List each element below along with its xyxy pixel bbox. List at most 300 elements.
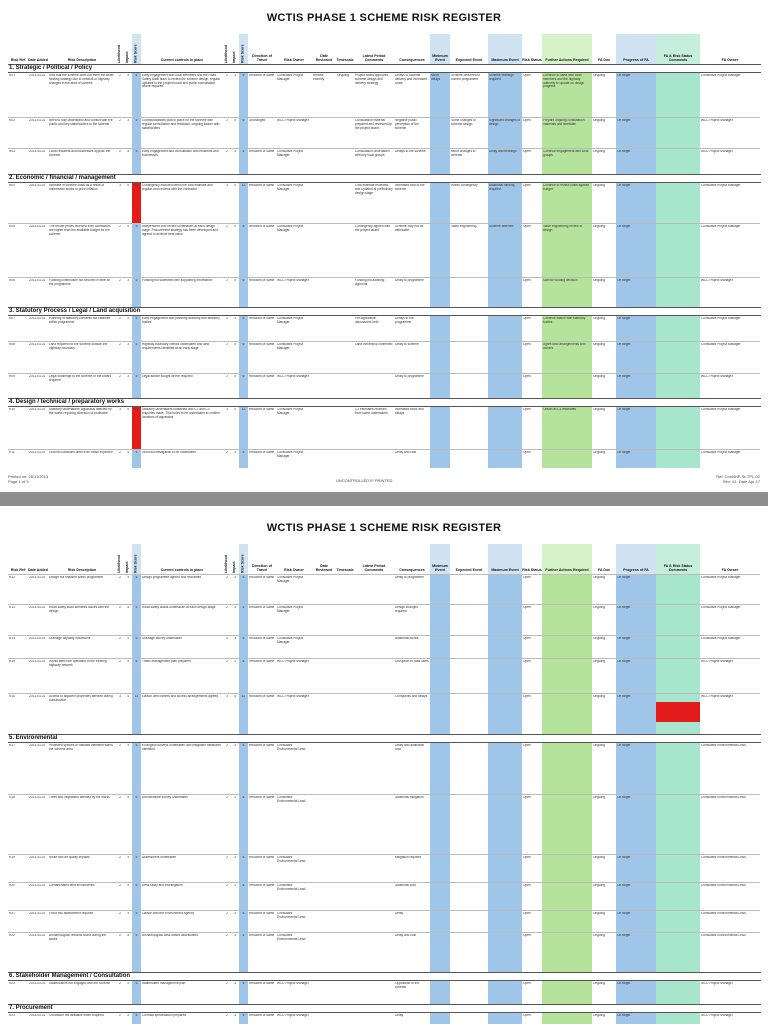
cell-prog: On target [617, 375, 631, 378]
cell-l: 2 [119, 744, 121, 747]
cell-i2: 3 [234, 375, 236, 378]
cell-s2: 8 [242, 225, 245, 228]
cell-dir: Reduced or same [249, 74, 275, 77]
table-row [8, 635, 760, 659]
section-heading: 7. Procurement [8, 1004, 761, 1013]
cell-owner: WCC Project Manager [277, 660, 309, 663]
cell-faown: Consultant Environmental Lead [701, 934, 746, 937]
cell-dir: Reduced or same [249, 317, 275, 320]
cell-ref: R16 [9, 695, 15, 698]
cell-date: 2013-03-01 [29, 744, 46, 747]
cell-s: 6 [135, 637, 138, 640]
column-header: FA Owner [721, 58, 739, 63]
cell-desc: Stakeholders not engaged with the scheme [49, 982, 111, 985]
cell-status: Open [523, 576, 531, 579]
cell-exp: Scheme delivered to current programme [451, 74, 481, 81]
cell-i: 3 [127, 343, 129, 346]
cell-controls: Early engagement with local Members and the Road Safety Audit team to review the scheme design, regular updates to the project board and public consultation where required [142, 74, 220, 89]
column-header: FA & Risk Status Comments [656, 34, 700, 64]
cell-date: 2013-03-01 [29, 150, 46, 153]
cell-i2: 3 [234, 279, 236, 282]
cell-i: 3 [127, 375, 129, 378]
cell-s: 6 [135, 982, 138, 985]
column-header: Progress of FA [616, 34, 656, 64]
cell-latest: Project board approved scheme design and delivery strategy [355, 74, 389, 85]
column-header: Latest Period Comments [362, 564, 386, 573]
cell-i2: 3 [234, 317, 236, 320]
cell-owner: Consultant Project Manager [277, 637, 304, 644]
cell-controls: Arboricultural survey undertaken [142, 796, 188, 799]
table-row [8, 882, 760, 911]
cell-s2: 6 [242, 744, 245, 747]
cell-ref: R14 [9, 637, 15, 640]
cell-s: 6 [135, 884, 138, 887]
cell-desc: Land required for the scheme outside the highway boundary [49, 343, 108, 350]
cell-l2: 3 [226, 184, 228, 187]
cell-due: Ongoing [593, 451, 606, 454]
cell-date: 2013-03-01 [29, 343, 46, 346]
cell-ref: R04 [9, 184, 15, 187]
cell-due: Ongoing [593, 576, 606, 579]
cell-s2: 12 [241, 408, 246, 411]
cell-owner: Consultant Project Manager [277, 576, 304, 583]
cell-cons: Increased costs and delays [395, 408, 424, 415]
cell-s2: 6 [242, 637, 245, 640]
cell-owner: Consultant Project Manager [277, 150, 304, 157]
cell-due: Ongoing [593, 74, 606, 77]
cell-latest: Land ownership confirmed [355, 343, 393, 346]
register-table-body [8, 64, 760, 468]
cell-i: 4 [127, 225, 129, 228]
cell-status: Open [523, 637, 531, 640]
column-header: FA Due [597, 58, 611, 63]
cell-controls: Independent cost review undertaken at each design stage. Procurement strategy has been developed and agreed to achieve best value [142, 225, 218, 236]
cell-faown: WCC Project Manager [701, 982, 733, 985]
cell-faown: Consultant Environmental Lead [701, 884, 746, 887]
cell-i: 3 [127, 884, 129, 887]
cell-l2: 3 [226, 695, 228, 698]
table-header [8, 544, 760, 575]
cell-l2: 2 [226, 637, 228, 640]
cell-l: 2 [119, 375, 121, 378]
cell-desc: Noise and air quality impacts [49, 856, 90, 859]
cell-i2: 3 [234, 1014, 236, 1017]
cell-controls: Design programme agreed and monitored [142, 576, 202, 579]
cell-ref: R21 [9, 912, 15, 915]
cell-faown: Consultant Project Manager [701, 637, 741, 640]
cell-l: 2 [119, 119, 121, 122]
cell-i: 3 [127, 912, 129, 915]
cell-s2: 12 [241, 695, 246, 698]
column-header: Risk Score [132, 544, 141, 574]
column-header: Risk Ref [10, 568, 26, 573]
column-header: Risk Description [67, 568, 97, 573]
register-page-2 [0, 506, 768, 1024]
cell-faown: Consultant Environmental Lead [701, 744, 746, 747]
cell-ref: R12 [9, 576, 15, 579]
cell-desc: Works affect the operation of the existing highway network [49, 660, 107, 667]
cell-desc: Ground conditions differ from those expected [49, 451, 113, 454]
cell-fa: Value engineering review of design [543, 225, 583, 232]
cell-s: 6 [135, 119, 138, 122]
cell-s2: 6 [242, 884, 245, 887]
table-row [8, 1012, 760, 1024]
column-header: Risk Score [239, 34, 248, 64]
cell-status: Open [523, 934, 531, 937]
column-header: Current controls in place [160, 58, 204, 63]
table-header [8, 34, 760, 65]
table-row [8, 406, 760, 450]
cell-owner: Consultant Project Manager [277, 408, 304, 415]
cell-i: 3 [127, 279, 129, 282]
cell-desc: Contaminated land encountered [49, 884, 95, 887]
cell-i2: 4 [234, 225, 236, 228]
cell-l: 3 [119, 695, 121, 698]
cell-status: Open [523, 408, 531, 411]
cell-faown: Consultant Project Manager [701, 606, 741, 609]
cell-controls: Communications plan in place for the scheme with regular consultation and feedback, ongoing liaison with stakeholders [142, 119, 220, 130]
cell-s: 6 [135, 606, 138, 609]
cell-faown: WCC Project Manager [701, 375, 733, 378]
cell-controls: Early engagement with planning authority and statutory bodies [142, 317, 220, 324]
cell-cons: Delay to programme [395, 279, 424, 282]
cell-dir: Reduced or same [249, 744, 275, 747]
cell-latest: Consultation undertaken with key local groups [355, 150, 390, 157]
cell-faown: Consultant Project Manager [701, 317, 741, 320]
section-heading: 3. Statutory Process / Legal / Land acquisition [8, 307, 761, 316]
column-header: Date Added [28, 568, 48, 573]
printed-date: Printed on: 26/11/2013 [8, 474, 49, 479]
cell-prog: On target [617, 150, 631, 153]
cell-i2: 3 [234, 343, 236, 346]
cell-l2: 2 [226, 884, 228, 887]
column-header: Timescale [336, 58, 354, 63]
cell-i: 3 [127, 576, 129, 579]
revision-date: Date Apr 17 [738, 479, 760, 485]
column-header: Minimum Event [430, 34, 450, 64]
cell-status: Open [523, 119, 531, 122]
cell-cons: Increased cost to the scheme [395, 184, 425, 191]
cell-i: 3 [127, 119, 129, 122]
cell-dir: Reduced or same [249, 796, 275, 799]
cell-prog: On target [617, 1014, 631, 1017]
cell-s: 6 [135, 934, 138, 937]
cell-s: 6 [135, 576, 138, 579]
cell-faown: Consultant Project Manager [701, 225, 741, 228]
cell-date: 2013-03-01 [29, 912, 46, 915]
cell-prog: On target [617, 279, 631, 282]
cell-owner: Consultant Project Manager [277, 317, 304, 324]
cell-cons: Additional works [395, 637, 419, 640]
cell-l: 2 [119, 451, 121, 454]
cell-latest: Cost estimate reviewed and updated at preliminary design stage [355, 184, 393, 195]
cell-s: 6 [135, 279, 138, 282]
cell-cons: Delay [395, 1014, 404, 1017]
cell-dir: Reduced or same [249, 225, 275, 228]
column-header: Impact [125, 561, 130, 573]
cell-owner: Consultant Project Manager [277, 184, 304, 191]
cell-prog: On target [617, 884, 631, 887]
cell-cons: Delay [395, 912, 404, 915]
cell-date: 2013-03-01 [29, 934, 46, 937]
cell-l: 2 [119, 343, 121, 346]
column-header: Risk Status [522, 568, 542, 573]
cell-i: 3 [127, 317, 129, 320]
cell-s: 6 [135, 375, 138, 378]
cell-i: 3 [127, 796, 129, 799]
cell-i2: 3 [234, 744, 236, 747]
column-header: FA Owner [721, 568, 739, 573]
cell-desc: Risk that the scheme does not meet the wider funding strategy due to network or highway changes in the area of scheme [49, 74, 114, 85]
section-heading: 6. Stakeholder Management / Consultation [8, 972, 761, 981]
cell-controls: Ground investigation to be undertaken [142, 451, 197, 454]
cell-s: 8 [135, 225, 138, 228]
cell-s2: 6 [242, 317, 245, 320]
cell-fa: Continue to liaise with local members and the highway authority to update on design progress [543, 74, 585, 89]
cell-prog: On target [617, 856, 631, 859]
cell-faown: WCC Project Manager [701, 660, 733, 663]
cell-prog: On target [617, 660, 631, 663]
cell-status: Open [523, 279, 531, 282]
cell-faown: WCC Project Manager [701, 279, 733, 282]
cell-dir: Reduced or same [249, 375, 275, 378]
cell-dir: Reduced or same [249, 695, 275, 698]
cell-s2: 6 [242, 934, 245, 937]
table-row [8, 373, 760, 399]
cell-faown: Consultant Environmental Lead [701, 856, 746, 859]
cell-prog: On target [617, 74, 631, 77]
table-row [8, 742, 760, 795]
cell-fa: Obtain all C3 estimates [543, 408, 576, 411]
table-row [8, 854, 760, 883]
column-header: Impact [232, 561, 237, 573]
footer-left [8, 474, 48, 485]
cell-cons: Delay to scheme [395, 343, 419, 346]
cell-ref: R10 [9, 408, 15, 411]
cell-dir: Reduced or same [249, 606, 275, 609]
cell-i2: 3 [234, 982, 236, 985]
cell-prog: On target [617, 408, 631, 411]
cell-i2: 3 [234, 660, 236, 663]
cell-prog: On target [617, 119, 631, 122]
section-heading: 2. Economic / financial / management [8, 174, 761, 183]
cell-l: 2 [119, 74, 121, 77]
column-header: Impact [125, 51, 130, 63]
cell-date: 2013-03-01 [29, 225, 46, 228]
cell-i2: 3 [234, 637, 236, 640]
cell-date: 2013-03-01 [29, 884, 46, 887]
cell-due: Ongoing [593, 279, 606, 282]
column-header: Further Actions Required [542, 34, 592, 64]
cell-due: Ongoing [593, 606, 606, 609]
cell-ref: R08 [9, 343, 15, 346]
cell-i2: 4 [234, 408, 236, 411]
cell-desc: Legal challenge to the scheme or the orders required [49, 375, 112, 382]
cell-due: Ongoing [593, 744, 606, 747]
cell-l2: 2 [226, 744, 228, 747]
table-row [8, 932, 760, 973]
cell-s2: 6 [242, 856, 245, 859]
cell-max: Scheme deferred [489, 225, 514, 228]
cell-i: 3 [127, 606, 129, 609]
cell-ref: R03 [9, 150, 15, 153]
cell-s2: 6 [242, 606, 245, 609]
cell-max: Scheme redesign required [489, 74, 514, 81]
table-row [8, 794, 760, 855]
cell-date: 2013-03-01 [29, 796, 46, 799]
footer-right [716, 474, 760, 485]
register-table-body [8, 574, 760, 1024]
cell-owner: WCC Project Manager [277, 695, 309, 698]
cell-fa: Continue engagement with local groups [543, 150, 589, 157]
cell-s: 6 [135, 796, 138, 799]
cell-s: 6 [135, 1014, 138, 1017]
cell-exp: Within contingency [451, 184, 478, 187]
cell-s: 6 [135, 856, 138, 859]
cell-l: 2 [119, 225, 121, 228]
cell-ref: R05 [9, 225, 15, 228]
cell-dir: Reduced or same [249, 934, 275, 937]
column-header: Direction of Travel [252, 564, 272, 573]
cell-prog: On target [617, 184, 631, 187]
cell-ref: R18 [9, 796, 15, 799]
cell-l2: 2 [226, 1014, 228, 1017]
cell-max: Significant changes to design [489, 119, 521, 126]
cell-prog: On target [617, 912, 631, 915]
cell-controls: Assessment undertaken [142, 856, 177, 859]
cell-cons: Mitigation required [395, 856, 422, 859]
cell-rev: Review monthly [313, 74, 325, 81]
cell-status: Open [523, 982, 531, 985]
cell-l: 3 [119, 408, 121, 411]
cell-max: Additional funding required [489, 184, 515, 191]
cell-cons: Design changes required [395, 606, 418, 613]
cell-latest: Funding bid awaiting approval [355, 279, 385, 286]
cell-owner: Consultant Environmental Lead [277, 934, 306, 941]
cell-status: Open [523, 796, 531, 799]
column-header: Maximum Event [488, 34, 522, 64]
column-header: Latest Period Comments [362, 54, 386, 63]
cell-s2: 6 [242, 1014, 245, 1017]
cell-due: Ongoing [593, 884, 606, 887]
cell-s2: 6 [242, 150, 245, 153]
cell-faown: Consultant Project Manager [701, 343, 741, 346]
cell-s: 12 [134, 184, 139, 187]
cell-i2: 3 [234, 606, 236, 609]
cell-status: Open [523, 184, 531, 187]
cell-s2: 6 [242, 660, 245, 663]
cell-l2: 2 [226, 343, 228, 346]
cell-s: 6 [135, 150, 138, 153]
cell-l2: 2 [226, 934, 228, 937]
cell-date: 2013-03-01 [29, 1014, 46, 1017]
cell-status: Open [523, 744, 531, 747]
cell-dir: Reduced or same [249, 150, 275, 153]
cell-cons: Delay and cost [395, 934, 417, 937]
cell-cons: Delay and cost [395, 451, 417, 454]
column-header: Likelihood [117, 555, 122, 573]
cell-s2: 6 [242, 119, 245, 122]
cell-controls: Early engagement and consultation with residents and businesses [142, 150, 219, 157]
cell-date: 2013-03-01 [29, 74, 46, 77]
cell-faown: Consultant Project Manager [701, 74, 741, 77]
cell-l: 2 [119, 934, 121, 937]
cell-status: Open [523, 74, 531, 77]
page-number: Page 1 of 3 [8, 479, 29, 485]
cell-faown: Consultant Environmental Lead [701, 912, 746, 915]
cell-l2: 2 [226, 225, 228, 228]
cell-date: 2013-03-01 [29, 408, 46, 411]
cell-s: 12 [134, 695, 139, 698]
cell-desc: Drainage capacity insufficient [49, 637, 91, 640]
cell-s2: 6 [242, 796, 245, 799]
table-row [8, 223, 760, 278]
cell-cons: Disruption to road users [395, 660, 429, 663]
cell-due: Ongoing [593, 912, 606, 915]
cell-dir: Reduced or same [249, 343, 275, 346]
document-ref: Ref: ConNHP-St-TPL-02 [716, 474, 760, 479]
cell-dir: Reduced or same [249, 912, 275, 915]
cell-prog: On target [617, 982, 631, 985]
cell-desc: Local residents and businesses oppose the scheme [49, 150, 111, 157]
cell-dir: Reduced or same [249, 660, 275, 663]
cell-ref: R09 [9, 375, 15, 378]
cell-s: 6 [135, 74, 138, 77]
cell-status: Open [523, 660, 531, 663]
cell-l: 2 [119, 660, 121, 663]
cell-cons: Opposition to the scheme [395, 982, 420, 989]
cell-cons: Delays to the scheme [395, 150, 426, 153]
cell-status: Open [523, 317, 531, 320]
cell-prog: On target [617, 796, 631, 799]
cell-l2: 2 [226, 279, 228, 282]
document-title: WCTIS PHASE 1 SCHEME RISK REGISTER [266, 12, 502, 24]
cell-prog: On target [617, 343, 631, 346]
cell-i2: 3 [234, 119, 236, 122]
cell-i2: 3 [234, 74, 236, 77]
cell-l: 2 [119, 796, 121, 799]
column-header: Further Actions Required [542, 544, 592, 574]
table-row [8, 117, 760, 149]
column-header: FA & Risk Status Comments [656, 544, 700, 574]
cell-desc: Design not finalised within programme [49, 576, 104, 579]
cell-due: Ongoing [593, 408, 606, 411]
table-row [8, 341, 760, 374]
cell-due: Ongoing [593, 375, 606, 378]
cell-ref: R17 [9, 744, 15, 747]
cell-controls: Traffic management plan prepared [142, 660, 191, 663]
cell-controls: Ecological surveys undertaken and mitigation measures identified [142, 744, 221, 751]
column-header: Risk Owner [284, 568, 304, 573]
cell-controls: Contract specification prepared [142, 1014, 187, 1017]
cell-controls: Desk study and investigation [142, 884, 183, 887]
cell-i: 3 [127, 637, 129, 640]
cell-prog: On target [617, 317, 631, 320]
cell-status: Open [523, 856, 531, 859]
cell-l2: 2 [226, 660, 228, 663]
column-header: Likelihood [224, 45, 229, 63]
section-heading: 5. Environmental [8, 734, 761, 743]
table-row [8, 693, 760, 735]
cell-ts: Ongoing [337, 74, 350, 77]
cell-i2: 3 [234, 856, 236, 859]
cell-status: Open [523, 884, 531, 887]
cell-cons: Delays to the programme [395, 317, 414, 324]
cell-owner: WCC Project Manager [277, 279, 309, 282]
table-row [8, 910, 760, 933]
cell-min: Minor delays [431, 74, 441, 81]
register-page-1 [0, 0, 768, 492]
